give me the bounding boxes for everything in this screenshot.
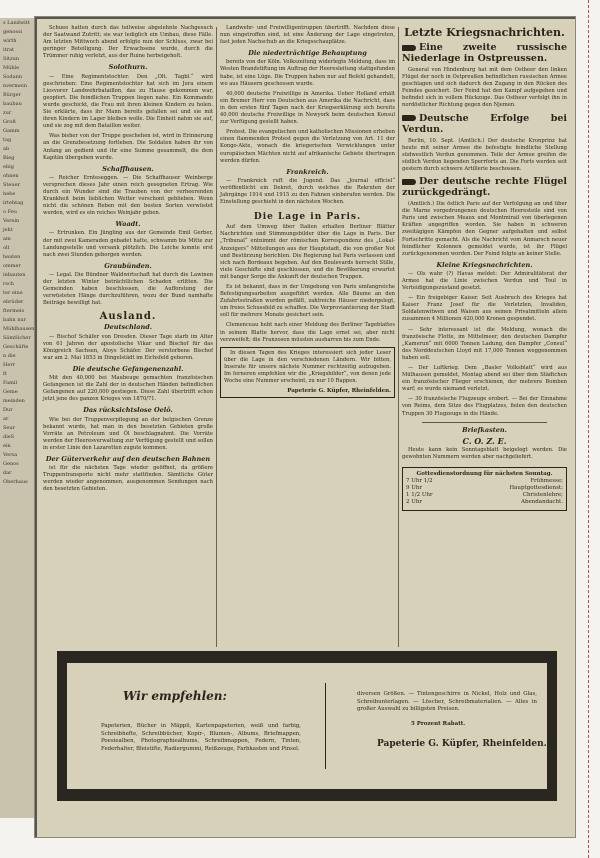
gottesdienst-title: Gottesdienstordnung für nächsten Sonntag. bbox=[416, 471, 553, 478]
advertisement-discount: 5 Prozent Rabatt. bbox=[411, 721, 466, 727]
separator bbox=[422, 422, 547, 423]
left-page-text-fragment: olt bbox=[3, 245, 10, 251]
left-page-text-fragment: dieS bbox=[3, 434, 15, 440]
section-heading-solothurn: Solothurn. bbox=[108, 63, 148, 72]
left-page-text-fragment: Bürger bbox=[3, 92, 21, 98]
section-heading-schaffhausen: Schaffhausen. bbox=[102, 164, 154, 173]
left-page-text-fragment: Herr bbox=[3, 362, 16, 368]
article-paragraph: Es ist bekannt, dass in der Umgebung von Paris umfangreiche Befestigungsarbeiten ausgeführt werden. Alle Bäume an den Zufahrtsstraßen wurden gefällt, zahlreiche Häuser niedergelegt, um freies Schussfeld zu schaffen. Die Verproviantierung der Stadt soll für mehrere Monate gesichert sein. bbox=[220, 284, 395, 319]
left-page-text-fragment: n die bbox=[3, 353, 16, 359]
left-page-text-fragment: rsch bbox=[3, 281, 14, 287]
column-rule bbox=[216, 27, 217, 647]
left-page-text-fragment: Genos bbox=[3, 461, 19, 467]
left-page-text-fragment: Mühle bbox=[3, 65, 20, 71]
gottesdienst-label: Hauptgottesdienst; bbox=[509, 485, 563, 492]
section-heading-briefkasten: Briefkasten. bbox=[462, 425, 507, 434]
column-rule bbox=[398, 27, 399, 647]
article-heading-gefangenenzahl: Die deutsche Gefangenenzahl. bbox=[72, 364, 184, 373]
gottesdienst-row bbox=[406, 499, 563, 506]
article-paragraph: bereits von der Köln. Volkszeitung widerlegte Meldung, dass im Westen Brandstiftung im Auftrag der Heeresleitung stattgefunden habe, ist eine Lüge. Die Truppen haben nur auf Befehl gehandelt, wo aus Häusern geschossen wurde. bbox=[220, 59, 396, 87]
gottesdienst-box bbox=[402, 467, 567, 510]
left-page-text-fragment: ftermeis bbox=[3, 308, 25, 314]
left-page-text-fragment: Seur bbox=[3, 425, 15, 431]
article-paragraph: — 30 französische Flugzeuge erobert. — Bei der Einnahme von Reims, dem Sitze des Flugplatzes, fielen den deutschen Truppen 30 Flugzeuge in die Hände. bbox=[402, 396, 567, 417]
gottesdienst-time: 7 Uhr 1/2 bbox=[406, 478, 433, 485]
section-heading-frankreich: Frankreich. bbox=[286, 167, 329, 176]
left-page-text-fragment: Oberhaus bbox=[3, 479, 28, 485]
left-page-text-fragment: Groß bbox=[3, 119, 16, 125]
left-page-text-fragment: ft bbox=[3, 371, 7, 377]
gottesdienst-row bbox=[406, 485, 563, 492]
ad-signature: Papeterie G. Küpfer, Rheinfelden. bbox=[287, 388, 391, 395]
left-page-text-fragment: Geschäfte bbox=[3, 344, 29, 350]
left-page-text-fragment: o Feu bbox=[3, 209, 17, 215]
article-paragraph: — Ein freigebiger Kaiser. Seit Ausbruch des Krieges hat Kaiser Franz Josef für die Verletzten, Invaliden, Soldatenwitwen und Waisen aus seinen Privatmitteln allein zusammen 4 Millionen 420,000 Kronen gespendet. bbox=[402, 295, 567, 323]
article-paragraph: General von Hindenburg hat mit dem Ostheer den linken Flügel der noch in Ostpreußen befindlichen russischen Armee geschlagen und sich dadurch den Zugang in den Rücken des Feindes gesichert. Der Feind hat den Kampf aufgegeben und befindet sich in vollem Rückzuge. Das Ostheer verfolgt ihn in nordöstlicher Richtung gegen den Njemen. bbox=[402, 67, 567, 109]
headline-erfolge-verdun: Deutsche Erfolge bei Verdun. bbox=[402, 112, 567, 135]
advertisement-title: Wir empfehlen: bbox=[123, 689, 227, 703]
left-page-text-fragment: ter eine bbox=[3, 290, 23, 296]
article-paragraph: Heute kann kein Sonntagsblatt beigelegt werden. Die gewohnten Nummern werden aber nachgeliefert. bbox=[402, 446, 567, 460]
left-page-text-fragment: ar bbox=[3, 416, 9, 422]
section-heading-kleine-kriegsnachrichten: Kleine Kriegsnachrichten. bbox=[436, 260, 533, 269]
article-paragraph: Was bisher von der Truppe geschehen ist, wird in Erinnerung an die Grenzbesetzung fortleben. Die Soldaten haben ihr von Anfang an gedient und ihr eine Summe gesammelt, die dem Kapitän übergeben wurde. bbox=[43, 133, 213, 161]
advertisement-items-right: diversen Größen. — Tintengeschirre in Nickel, Holz und Glas, Schreibunterlagen. — Löscher, Schreibmaterialien. — Alles in großer Auswahl zu billigsten Preisen. bbox=[357, 691, 537, 712]
left-page-text-fragment: Verein bbox=[3, 218, 20, 224]
left-page-text-fragment: meinden bbox=[3, 398, 25, 404]
pointing-hand-icon bbox=[402, 179, 416, 185]
red-dashed-guide-line bbox=[588, 0, 589, 858]
article-paragraph: Landwehr- und Freiwilligentruppen übertrifft. Nachdem diese nun eingetroffen sind, ist eine Änderung der Lage eingetreten, fast jeden Nachschub an die Kriegsschauplätze. bbox=[220, 25, 395, 46]
article-paragraph: — Bischof Schäfer von Dresden. Dieser Tage starb im Alter von 61 Jahren der apostolische Vikar und Bischof für das Königreich Sachsen, Aloys Schäfer. Der verstorbene Bischof war am 2. Mai 1853 in Dingelstädt im Eichsfeld geboren. bbox=[43, 333, 213, 361]
article-paragraph: Mit den 40,000 bei Maubeuge gemachten französischen Gefangenen ist die Zahl der in deutschen Händen befindlichen Gefangenen auf 220,000 gestiegen. Diese Zahl übertrifft schon jetzt jene des ganzen Krieges von 1870/71. bbox=[43, 375, 213, 403]
left-page-text-fragment: genossi bbox=[3, 29, 23, 35]
gottesdienst-time: 9 Uhr bbox=[406, 485, 423, 492]
article-paragraph: Protest. Die evangelischen und katholischen Missionen erheben einen flammenden Protest gegen die Verletzung von Art. 11 der Kongo-Akte, wonach die kriegerischen Verwicklungen unter europäischen Mächten nicht auf afrikanische Gebiete übertragen werden dürfen. bbox=[220, 129, 395, 164]
left-page-text-fragment: itrat bbox=[3, 47, 14, 53]
article-paragraph: — Legal. Die Bündner Waldwirtschaft hat durch die Lawinen der letzten Winter beträchtlichen Schaden erlitten. Die Gemeinden haben beschlossen, die Aufforstung der verwüsteten Hänge durchzuführen, wozu der Bund namhafte Beiträge bewilligt hat. bbox=[43, 271, 213, 307]
gottesdienst-label: Abendandacht. bbox=[520, 499, 563, 506]
article-paragraph: — Der Luftkrieg. Dem „Basler Volksblatt“ wird aus Mülhausen gemeldet, Montag abend sei über dem Städtchen ein französischer Flieger erschienen, der mehrere Bomben warf; es wurde niemand verletzt. bbox=[402, 365, 567, 393]
left-page-text-fragment: Bieg bbox=[3, 155, 15, 161]
article-heading-gueterverkehr: Der Güterverkehr auf den deutschen Bahnen bbox=[45, 454, 211, 463]
left-page-text-fragment: am bbox=[3, 236, 11, 242]
gottesdienst-time: 1 1/2 Uhr bbox=[406, 492, 433, 499]
left-page-text-fragment: ein bbox=[3, 443, 11, 449]
papeterie-advertisement bbox=[57, 651, 557, 801]
column-2 bbox=[220, 25, 395, 655]
article-title-lage-in-paris: Die Lage in Paris. bbox=[253, 212, 362, 223]
gottesdienst-time: 2 Uhr bbox=[406, 499, 423, 506]
gottesdienst-label: Frühmesse; bbox=[530, 478, 563, 485]
left-page-text-fragment: Mühlhausen bbox=[3, 326, 35, 332]
article-paragraph: — Frankreich ruft die Jugend. Das „Journal officiel“ veröffentlicht ein Dekret, durch welches die Rekruten der Jahrgänge 1914 und 1915 zu den Fahnen einberufen werden. Die Einstellung geschieht in den nächsten Wochen. bbox=[220, 177, 395, 206]
section-title-ausland: Ausland. bbox=[99, 311, 157, 323]
advertisement-divider bbox=[325, 683, 326, 769]
article-paragraph: — Reicher Ernteseggen. — Die Schaffhauser Weinberge versprechen dieses Jahr einen reich gesegneten Ertrag. Wie durch ein Wunder sind die Trauben von der verheerenden Krankheit beim lieblichen Wetter verschont geblieben. Wenn nicht die schönen Reben mit den besten Sorten verwüstet werden, wird es ein reiches Weinjahr geben. bbox=[43, 174, 213, 217]
column-1 bbox=[43, 25, 213, 655]
left-page-text-fragment: nvermein bbox=[3, 83, 27, 89]
left-page-text-fragment: ohnen bbox=[3, 173, 19, 179]
left-page-text-fragment: tag bbox=[3, 137, 12, 143]
kriegsbilder-ad-box bbox=[220, 347, 395, 399]
left-page-text-fragment: bahn nur bbox=[3, 317, 27, 323]
left-page-text-fragment: zur bbox=[3, 110, 12, 116]
article-paragraph: — Ols wahr (?) Havas meldet: Der Admiralitätsrat der Armee hat die Linie zwischen Verdun und Toul in Verteidigungszustand gesetzt. bbox=[402, 270, 567, 292]
ad-text: In diesen Tagen des Krieges interessiert sich jeder Leser über die Lage in den verschiedenen Ländern. Wir bitten, Inserate für unsere nächste Nummer rechtzeitig aufzugeben. Im ferneren empfehlen wir die „Kriegsbilder“, von denen jede Woche eine Nummer erscheint, zu nur 10 Rappen. bbox=[224, 349, 391, 385]
gottesdienst-label: Christenlehre; bbox=[522, 492, 563, 499]
left-page-text-fragment: inbauten bbox=[3, 272, 26, 278]
left-page-text-fragment: hebe bbox=[3, 191, 16, 197]
section-heading-deutschland: Deutschland. bbox=[103, 323, 153, 332]
article-paragraph: Berlin, 10. Sept. (Amtlich.) Der deutsche Kronprinz hat heute mit seiner Armee die befestigte feindliche Stellung südwestlich Verdun genommen. Teile der Armee greifen die südlich Verdun liegenden Sperrforts an. Die Forts werden seit gestern durch schwere Artillerie beschossen. bbox=[402, 137, 567, 172]
article-paragraph: Wie bei der Truppenverpflegung an der belgischen Grenze bekannt wurde, hat man in den besetzten Gebieten große Vorräte an Petroleum und Öl beschlagnahmt. Die Vorräte werden der Heeresverwaltung zur Verfügung gestellt und sollen in erster Linie den Lazaretten zugute kommen. bbox=[43, 416, 213, 451]
article-paragraph: Clemenceau hebt nach einer Meldung des Berliner Tageblattes in seinem Blatte hervor, dass die Lage ernst sei, aber nicht verzweifelt; die Franzosen müssten ausharren bis zum Ende. bbox=[220, 322, 395, 343]
left-page-text-fragment: ebrüder bbox=[3, 299, 24, 305]
left-page-text-fragment: Versa bbox=[3, 452, 18, 458]
left-page-text-fragment: wirth bbox=[3, 38, 17, 44]
section-heading-graubuenden: Graubünden. bbox=[104, 261, 152, 270]
left-page-text-fragment: heaten bbox=[3, 254, 21, 260]
pointing-hand-icon bbox=[402, 45, 416, 51]
left-page-text-fragment: s Landwitt bbox=[3, 20, 30, 26]
left-page-text-fragment: Steuer bbox=[3, 182, 20, 188]
left-page-text-fragment: irtehtag bbox=[3, 200, 24, 206]
article-paragraph: Auf dem Umweg über Italien erhalten Berliner Blätter Nachrichten und Stimmungsbilder über die Lage in Paris. Der „Tribunal“ entnimmt der römischen Korrespondenz des „Lokal-Anzeigers“ Mitteilungen aus der Hauptstadt, die von großer Not und Bestürzung berichten. Die Regierung hat Paris verlassen und sich nach Bordeaux begeben. Auf den Boulevards herrscht Stille, viele Geschäfte sind geschlossen, und die Bevölkerung erwartet mit banger Sorge die Ankunft der deutschen Truppen. bbox=[220, 224, 395, 280]
left-page-text-fragment: baubau bbox=[3, 101, 22, 107]
section-title-letzte-kriegsnachrichten: Letzte Kriegsnachrichten. bbox=[404, 26, 565, 39]
section-heading-waadt: Waadt. bbox=[115, 220, 141, 229]
left-page-text-fragment: Geme bbox=[3, 389, 18, 395]
left-page-text-fragment: ebig bbox=[3, 164, 14, 170]
newspaper-page bbox=[34, 16, 576, 838]
advertisement-items-left: Papeterien, Bücher in Mäppli, Kartenpapeterien, weiß und farbig, Schreibhefte, Schreibbücher, Kopir-, Blumen-, Albums, Briefmappen, Poesiealben, Photographiealbums, Schreibmappen, Federn, Tinten, Federhalter, Bleistifte, Radiergummi, Reißzeuge, Farbkasten und Pinsel. bbox=[101, 723, 301, 752]
left-adjacent-page-edge bbox=[0, 18, 36, 818]
article-paragraph: (Amtlich.) Die östlich Paris auf der Verfolgung an und über die Marne vorgedrungenen deutschen Heeresteile sind von Paris und zwischen Meaux und Montmirail von überlegenen Kräften angegriffen worden. Sie haben in schweren zweitägigen Kämpfen den Gegner aufgehalten und selbst Fortschritte gemacht. Als die Nachricht vom Anmarsch neuer feindlicher Kolonnen gemeldet wurde, ist ihr Flügel zurückgenommen worden. Der Feind folgte an keiner Stelle. bbox=[402, 201, 567, 257]
advertisement-body bbox=[67, 663, 547, 789]
article-heading-oel: Das rücksichtslose Oelö. bbox=[83, 406, 173, 415]
headline-rechter-fluegel: Der deutsche rechte Flügel zurückgedrängt. bbox=[402, 176, 567, 199]
article-heading-behauptung: Die niederträchtige Behauptung bbox=[248, 49, 367, 58]
left-page-text-fragment: jeht bbox=[3, 227, 13, 233]
advertisement-signature: Papeterie G. Küpfer, Rheinfelden. bbox=[377, 739, 547, 749]
briefkasten-addressee: C. O. Z. E. bbox=[462, 435, 507, 446]
article-paragraph: — Sehr interessant ist die Meldung, wonach die französische Flotte, im Mittelmeer, den deutschen Dampfer „Kamerun“ mit 6000 Tonnen Ladung, den Dampfer „Consul“ des Norddeutschen Lloyd mit 17,000 Tonnen weggenommen haben soll. bbox=[402, 326, 567, 361]
headline-russische-niederlage: Eine zweite russische Niederlage in Ostpreussen. bbox=[402, 42, 567, 64]
article-paragraph: Schuee hatten durch das teilweise abgelehnte Nachgesuch der Saatwand Zutritt; sie war lediglich ein Umbau, diese Fälle. Am letzten Mittwoch abend erfolgte nun der Schluss, zwar bei geringer Beteiligung. Der Erwachsene wurde, durch die Trümmer ruhig verletzt, aus der Ruine herbeigeholt. bbox=[43, 25, 213, 60]
left-page-text-fragment: Sämtlicher bbox=[3, 335, 31, 341]
left-page-text-fragment: ab bbox=[3, 146, 10, 152]
article-paragraph: ist für die nächsten Tage wieder geöffnet, da größere Truppentransporte nicht mehr stattfinden. Sämtliche Güter werden wieder angenommen, ausgenommen Sendungen nach den besetzten Gebieten. bbox=[43, 465, 213, 493]
left-page-text-fragment: Gamm bbox=[3, 128, 20, 134]
column-3 bbox=[402, 25, 567, 655]
left-page-text-fragment: ommer bbox=[3, 263, 21, 269]
left-page-text-fragment: Dur bbox=[3, 407, 13, 413]
left-page-text-fragment: Sitzun bbox=[3, 56, 20, 62]
gottesdienst-row bbox=[406, 492, 563, 499]
gottesdienst-row bbox=[406, 478, 563, 485]
left-page-text-fragment: Famil bbox=[3, 380, 18, 386]
article-paragraph: 40,000 deutsche Freiwillige in Amerika. Ueber Holland erhält ein Bremer Herr von Deutschen aus Amerika die Nachricht, dass in den ersten fünf Tagen nach der Kriegserklärung sich bereits 40,000 deutsche Freiwillige in Newyork beim deutschen Konsul zur Verfügung gestellt haben. bbox=[220, 90, 395, 126]
gottesdienst-rows bbox=[406, 478, 563, 506]
left-page-text-fragment: Sodann bbox=[3, 74, 23, 80]
article-paragraph: — Ertrunken. Ein Jüngling aus der Gemeinde Emil Gerber, der mit zwei Kameraden gebadet hatte, schwamm bis Mitte zur Landungsstelle und versank plötzlich. Die Leiche konnte erst nach zwei Stunden geborgen werden. bbox=[43, 230, 213, 258]
left-page-text-fragment: dar bbox=[3, 470, 12, 476]
pointing-hand-icon bbox=[402, 115, 416, 121]
article-paragraph: — Eine Regimentstochter. Den „Olt. Tagbl.“ wird geschrieben: Eine Regimentstochter hat sich im Jura einem Liesvorer Landwehrbataillon, das zu Hause gekommen war, geopfert. Die feindlichen Truppen liegen nahe. Ein Kommando wurde geschickt, die Frau mit ihren kleinen Kindern zu holen. Sie erklärte, dass ihr Mann bereits gefallen sei und sie mit ihren Kindern im Lager bleiben wolle. Die Einheit nahm sie auf, und sie zog mit dem Bataillon weiter. bbox=[43, 73, 213, 130]
